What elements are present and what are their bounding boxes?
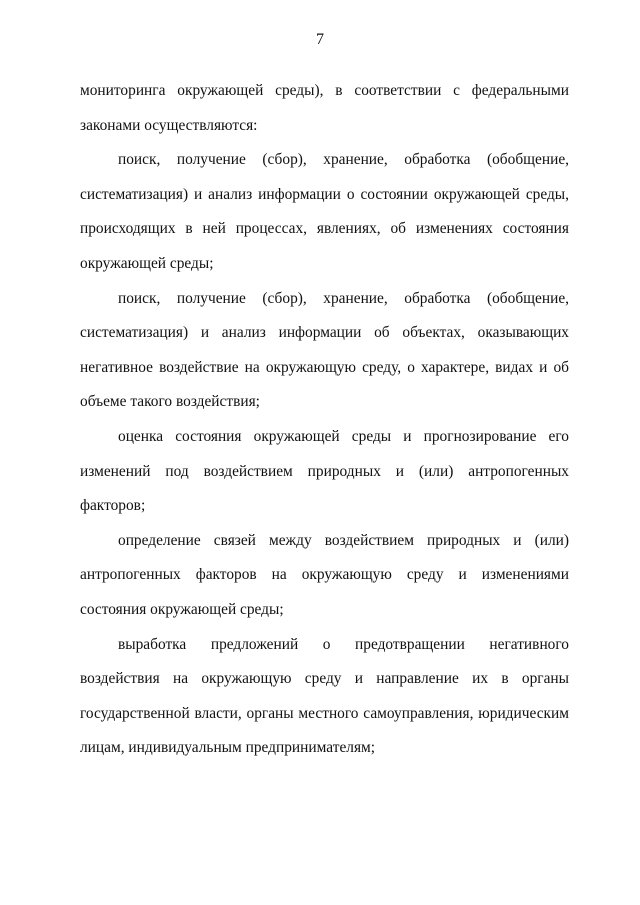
paragraph-list-item: поиск, получение (сбор), хранение, обработка (обобщение, систематизация) и анализ информации об объектах, оказывающих негативное воздействие на окружающую среду, о характере, видах и об объеме такого воздействия;	[80, 289, 569, 411]
page-number: 7	[316, 31, 324, 48]
paragraph-list-item: определение связей между воздействием природных и (или) антропогенных факторов на окружающую среду и изменениями состояния окружающей среды;	[80, 531, 569, 618]
paragraph-list-item: поиск, получение (сбор), хранение, обработка (обобщение, систематизация) и анализ информации о состоянии окружающей среды, происходящих в ней процессах, явлениях, об изменениях состояния окружающей среды;	[80, 151, 569, 272]
document-body	[80, 74, 569, 766]
paragraph-list-item: выработка предложений о предотвращении негативного воздействия на окружающую среду и направление их в органы государственной власти, органы местного самоуправления, юридическим лицам, индивидуальным предпринимателям;	[80, 635, 569, 757]
paragraph-list-item: оценка состояния окружающей среды и прогнозирование его изменений под воздействием природных и (или) антропогенных факторов;	[80, 427, 569, 515]
paragraph-continuation: мониторинга окружающей среды), в соответствии с федеральными законами осуществляются:	[80, 82, 569, 134]
